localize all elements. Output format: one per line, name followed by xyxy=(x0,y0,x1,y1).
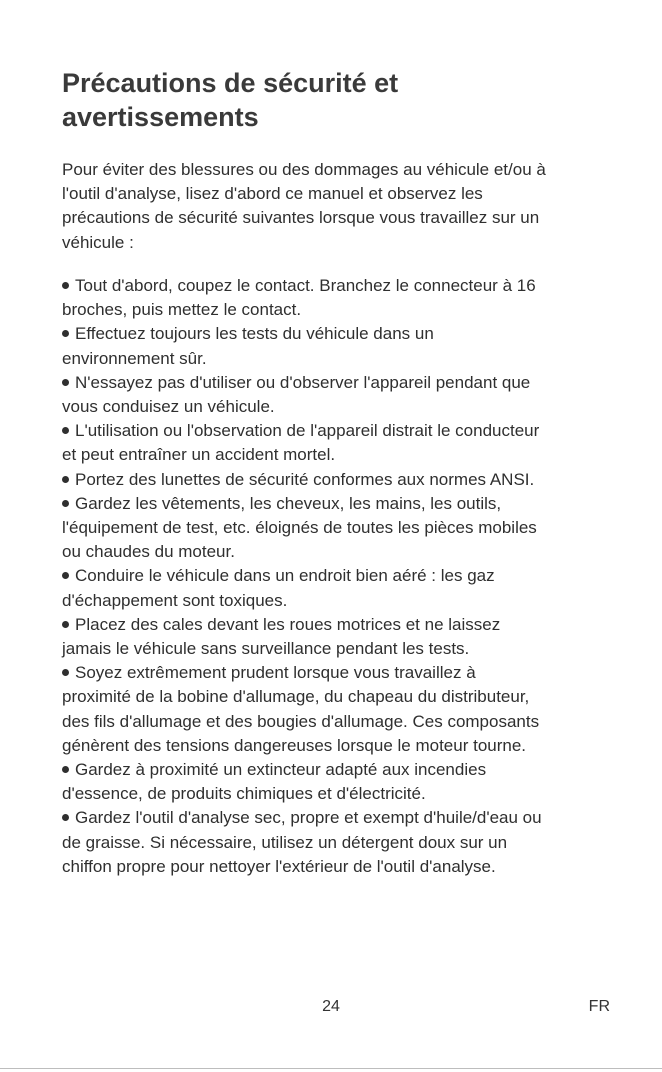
bullet-text: Gardez l'outil d'analyse sec, propre et exempt d'huile/d'eau ou xyxy=(75,808,542,828)
bullet-text: proximité de la bobine d'allumage, du chapeau du distributeur, xyxy=(62,687,530,707)
bullet-text: N'essayez pas d'utiliser ou d'observer l'appareil pendant que xyxy=(75,372,531,392)
bullet-dot-icon xyxy=(62,330,69,337)
intro-line: l'outil d'analyse, lisez d'abord ce manuel et observez les xyxy=(62,184,483,204)
bullet-item xyxy=(62,322,622,370)
bullet-text: Placez des cales devant les roues motrices et ne laissez xyxy=(75,614,501,634)
bullet-item xyxy=(62,371,622,419)
bullet-line xyxy=(62,758,622,782)
intro-line: précautions de sécurité suivantes lorsque vous travaillez sur un xyxy=(62,208,540,228)
bullet-text: et peut entraîner un accident mortel. xyxy=(62,445,336,465)
bullet-dot-icon xyxy=(62,500,69,507)
bottom-divider xyxy=(0,1068,662,1069)
bullet-line xyxy=(62,613,622,637)
bullet-dot-icon xyxy=(62,572,69,579)
bullet-line xyxy=(62,831,622,855)
bullet-line xyxy=(62,419,622,443)
bullet-line xyxy=(62,564,622,588)
bullet-text: d'essence, de produits chimiques et d'électricité. xyxy=(62,784,426,804)
bullet-line xyxy=(62,540,622,564)
bullet-line xyxy=(62,855,622,879)
bullet-line xyxy=(62,637,622,661)
bullet-text: des fils d'allumage et des bougies d'allumage. Ces composants xyxy=(62,711,540,731)
bullet-dot-icon xyxy=(62,766,69,773)
bullet-item xyxy=(62,613,622,661)
bullet-item xyxy=(62,758,622,806)
bullet-line xyxy=(62,734,622,758)
bullet-text: ou chaudes du moteur. xyxy=(62,542,235,562)
bullet-dot-icon xyxy=(62,621,69,628)
bullet-line xyxy=(62,516,622,540)
bullet-item xyxy=(62,564,622,612)
bullet-dot-icon xyxy=(62,427,69,434)
bullet-line xyxy=(62,492,622,516)
bullet-line xyxy=(62,589,622,613)
intro-line: Pour éviter des blessures ou des dommages au véhicule et/ou à xyxy=(62,160,546,179)
bullet-text: L'utilisation ou l'observation de l'appareil distrait le conducteur xyxy=(75,421,540,441)
bullet-line xyxy=(62,685,622,709)
bullet-line xyxy=(62,395,622,419)
bullet-line xyxy=(62,371,622,395)
bullet-item xyxy=(62,468,622,492)
bullet-line xyxy=(62,710,622,734)
bullet-item xyxy=(62,661,622,758)
bullet-text: Conduire le véhicule dans un endroit bien aéré : les gaz xyxy=(75,566,495,586)
bullet-dot-icon xyxy=(62,814,69,821)
bullet-text: génèrent des tensions dangereuses lorsque le moteur tourne. xyxy=(62,735,527,755)
bullet-text: Gardez à proximité un extincteur adapté aux incendies xyxy=(75,760,487,780)
page-title xyxy=(62,66,622,134)
intro-line: véhicule : xyxy=(62,232,134,252)
bullet-dot-icon xyxy=(62,379,69,386)
bullet-line xyxy=(62,782,622,806)
bullet-text: Effectuez toujours les tests du véhicule dans un xyxy=(75,324,434,344)
bullet-item xyxy=(62,806,622,879)
title-line: Précautions de sécurité et xyxy=(62,68,399,98)
bullet-item xyxy=(62,492,622,565)
intro-paragraph xyxy=(62,158,622,255)
bullet-dot-icon xyxy=(62,669,69,676)
bullet-line xyxy=(62,298,622,322)
bullet-text: Gardez les vêtements, les cheveux, les mains, les outils, xyxy=(75,493,502,513)
bullet-dot-icon xyxy=(62,282,69,289)
bullet-text: Soyez extrêmement prudent lorsque vous travaillez à xyxy=(75,663,476,683)
bullet-line xyxy=(62,443,622,467)
bullet-text: broches, puis mettez le contact. xyxy=(62,300,302,320)
bullet-line xyxy=(62,274,622,298)
bullet-text: jamais le véhicule sans surveillance pendant les tests. xyxy=(62,639,470,659)
bullet-text: environnement sûr. xyxy=(62,348,207,368)
bullet-line xyxy=(62,806,622,830)
bullet-text: Tout d'abord, coupez le contact. Branchez le connecteur à 16 xyxy=(75,276,536,295)
page-number: 24 xyxy=(322,998,340,1015)
bullet-text: Portez des lunettes de sécurité conformes aux normes ANSI. xyxy=(75,469,535,489)
bullet-line xyxy=(62,347,622,371)
bullet-line xyxy=(62,468,622,492)
bullet-item xyxy=(62,274,622,322)
bullet-text: vous conduisez un véhicule. xyxy=(62,397,275,417)
bullet-line xyxy=(62,661,622,685)
language-code: FR xyxy=(588,998,610,1015)
bullet-text: chiffon propre pour nettoyer l'extérieur de l'outil d'analyse. xyxy=(62,856,496,876)
bullet-text: d'échappement sont toxiques. xyxy=(62,590,288,610)
bullet-line xyxy=(62,322,622,346)
bullet-text: l'équipement de test, etc. éloignés de toutes les pièces mobiles xyxy=(62,518,537,538)
bullet-text: de graisse. Si nécessaire, utilisez un détergent doux sur un xyxy=(62,832,508,852)
safety-bullet-list xyxy=(62,274,622,879)
bullet-item xyxy=(62,419,622,467)
bullet-dot-icon xyxy=(62,476,69,483)
title-line: avertissements xyxy=(62,102,259,132)
